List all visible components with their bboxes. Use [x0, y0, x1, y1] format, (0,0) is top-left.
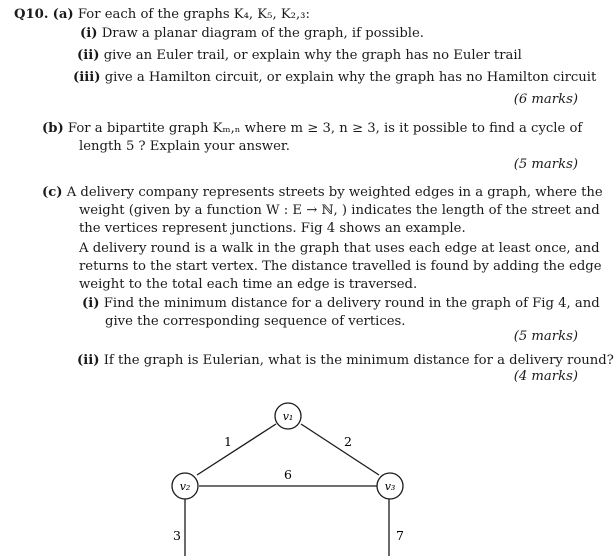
- part-c-para2-line-3: weight to the total each time an edge is traversed.: [79, 277, 418, 292]
- part-c-para2-line-2: returns to the start vertex. The distance travelled is found by adding the edge: [79, 259, 602, 274]
- part-b-line-2: length 5 ? Explain your answer.: [79, 139, 290, 154]
- part-b-marks: (5 marks): [513, 157, 578, 172]
- part-a-item-iii-label: (iii): [73, 70, 101, 85]
- edge-weight-v1-v3: 2: [344, 434, 352, 449]
- question-number: Q10.: [14, 7, 49, 22]
- part-b-text-1: For a bipartite graph Kₘ,ₙ where m ≥ 3, n ≥ 3, is it possible to find a cycle of: [67, 121, 583, 136]
- vertex-v1-label: v₁: [282, 410, 294, 423]
- part-c-para2-line-1: A delivery round is a walk in the graph that uses each edge at least once, and: [79, 241, 600, 256]
- part-c-item-ii-marks: (4 marks): [513, 369, 578, 384]
- part-c-para1-line-3: the vertices represent junctions. Fig 4 shows an example.: [79, 221, 466, 236]
- vertex-v2-label: v₂: [179, 480, 191, 493]
- part-c-para1-line-1: A delivery company represents streets by weighted edges in a graph, where the: [66, 185, 603, 200]
- part-a-marks: (6 marks): [513, 92, 578, 107]
- part-c-item-i-text-1: Find the minimum distance for a delivery round in the graph of Fig 4, and: [103, 296, 600, 311]
- edge-v2-v1: [197, 424, 276, 475]
- part-a-item-ii-label: (ii): [77, 48, 100, 63]
- part-c-item-i-line-2: give the corresponding sequence of vertices.: [105, 314, 406, 329]
- part-c-label: (c): [42, 185, 63, 200]
- part-a-label: (a): [52, 7, 74, 22]
- part-a-item-ii-text: give an Euler trail, or explain why the graph has no Euler trail: [103, 48, 522, 63]
- part-a-item-i-text: Draw a planar diagram of the graph, if possible.: [101, 26, 424, 41]
- part-a-item-iii-text: give a Hamilton circuit, or explain why the graph has no Hamilton circuit: [104, 70, 597, 85]
- edge-v1-v3: [301, 424, 379, 475]
- part-c-item-i-marks: (5 marks): [513, 329, 578, 344]
- edge-weight-v2-down: 3: [173, 528, 181, 543]
- part-c-item-ii-label: (ii): [77, 353, 100, 368]
- edge-weight-v2-v1: 1: [224, 434, 232, 449]
- edge-weight-v2-v3: 6: [284, 467, 292, 482]
- part-c-para1-line-2: weight (given by a function W : E → ℕ, ) indicates the length of the street and: [79, 203, 600, 218]
- vertex-v3-label: v₃: [384, 480, 396, 493]
- part-c-item-ii-text: If the graph is Eulerian, what is the minimum distance for a delivery round?: [103, 353, 614, 368]
- part-a-intro: For each of the graphs K₄, K₅, K₂,₃:: [77, 7, 310, 22]
- part-a-item-i-label: (i): [80, 26, 98, 41]
- part-b-label: (b): [42, 121, 64, 136]
- part-c-item-i-label: (i): [82, 296, 100, 311]
- edge-weight-v3-down: 7: [396, 528, 404, 543]
